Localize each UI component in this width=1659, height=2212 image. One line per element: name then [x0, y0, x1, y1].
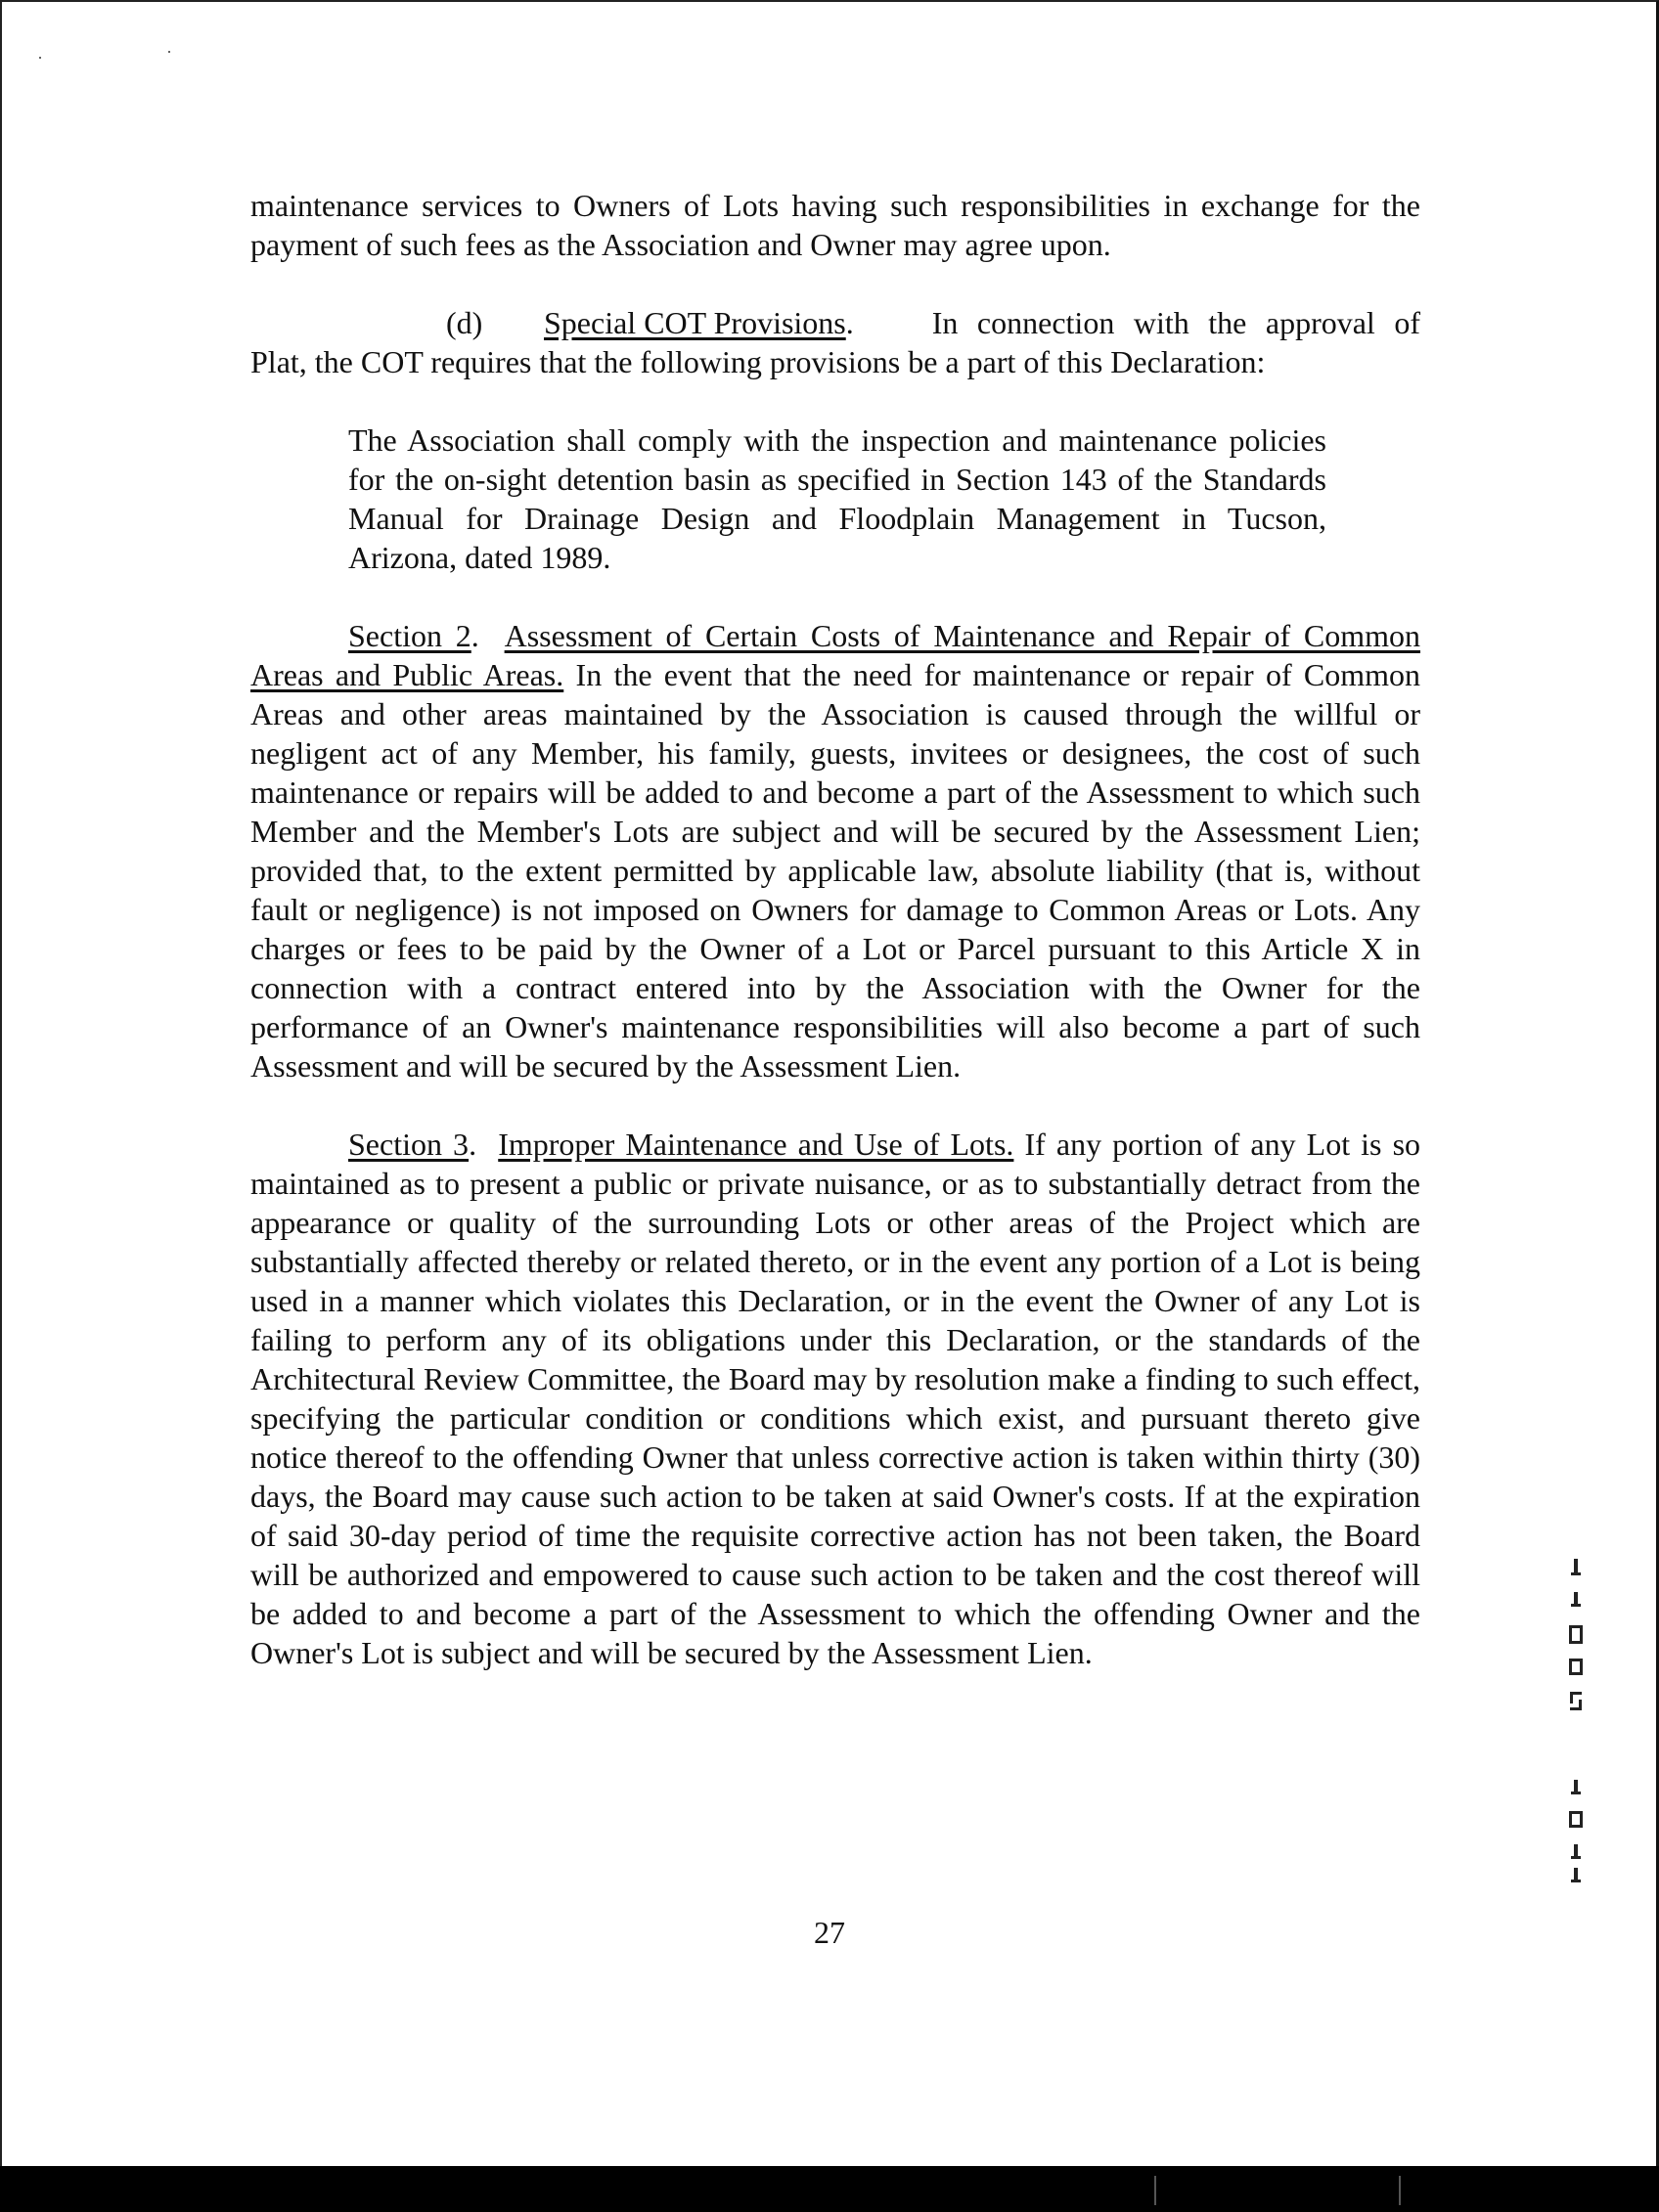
continuation-paragraph: maintenance services to Owners of Lots having such responsibilities in exchange for the payment of such fees as the Association and Owner may agree upon.	[250, 188, 1420, 262]
subsection-d-paragraph	[250, 303, 1420, 381]
subsection-d-number: (d)	[446, 305, 483, 340]
stamp-glyphs	[1569, 1559, 1583, 1882]
section-2-text: In the event that the need for maintenance or repair of Common Areas and other areas maintained by the Association is caused through the willful or negligent act of any Member, his family, guests, invitees or designees, the cost of such maintenance or repairs will be added to and become a part of the Assessment to which such Member and the Member's Lots are subject and will be secured by the Assessment Lien; provided that, to the extent permitted by applicable law, absolute liability (that is, without fault or negligence) is not imposed on Owners for damage to Common Areas or Lots. Any charges or fees to be paid by the Owner of a Lot or Parcel pursuant to this Article X in connection with a contract entered into by the Association with the Owner for the performance of an Owner's maintenance responsibilities will also become a part of such Assessment and will be secured by the Assessment Lien.	[250, 657, 1421, 1084]
scan-band-mark	[1154, 2176, 1156, 2205]
section-3-text: If any portion of any Lot is so maintained as to present a public or private nuisance, or as to substantially detract from the appearance or quality of the surrounding Lots or other areas of the Project which are substantially affected thereby or related thereto, or in the event any portion of a Lot is being used in a manner which violates this Declaration, or in the event the Owner of any Lot is failing to perform any of its obligations under this Declaration, or the standards of the Architectural Review Committee, the Board may by resolution make a finding to such effect, specifying the particular condition or conditions which exist, and pursuant thereto give notice thereof to the offending Owner that unless corrective action is taken within thirty (30) days, the Board may cause such action to be taken at said Owner's costs. If at the expiration of said 30-day period of time the requisite corrective action has not been taken, the Board will be authorized and empowered to cause such action to be taken and the cost thereof will be added to and become a part of the Assessment to which the offending Owner and the Owner's Lot is subject and will be secured by the Assessment Lien.	[250, 1127, 1421, 1670]
scan-band-mark	[1399, 2176, 1401, 2205]
subsection-d-title: Special COT Provisions	[544, 305, 846, 340]
section-2-paragraph	[250, 616, 1420, 1085]
section-2-label-punct: .	[471, 618, 479, 653]
section-2-title: Assessment of Certain Costs of Maintenance and Repair of Common Areas and Public Areas.	[250, 618, 1421, 692]
scan-bottom-band	[0, 2166, 1659, 2212]
subsection-d-title-punct: .	[845, 305, 854, 340]
section-3-title: Improper Maintenance and Use of Lots.	[498, 1127, 1014, 1162]
subsection-d-text: In connection with the approval of Plat, the COT requires that the following provisions be a part of this Declaration:	[250, 305, 1420, 379]
scan-speck	[168, 51, 170, 53]
section-3-paragraph	[250, 1125, 1420, 1672]
quoted-provision: The Association shall comply with the inspection and maintenance policies for the on-sight detention basin as specified in Section 143 of the Standards Manual for Drainage Design and Floodplain Management in Tucson, Arizona, dated 1989.	[348, 422, 1326, 575]
section-3-label: Section 3	[348, 1127, 470, 1162]
section-2-label: Section 2	[348, 618, 471, 653]
scan-speck	[39, 57, 41, 59]
page-number: 27	[814, 1915, 845, 1950]
margin-recording-stamp	[1562, 1555, 1592, 1887]
document-body	[250, 186, 1420, 1672]
section-3-label-punct: .	[469, 1127, 477, 1162]
